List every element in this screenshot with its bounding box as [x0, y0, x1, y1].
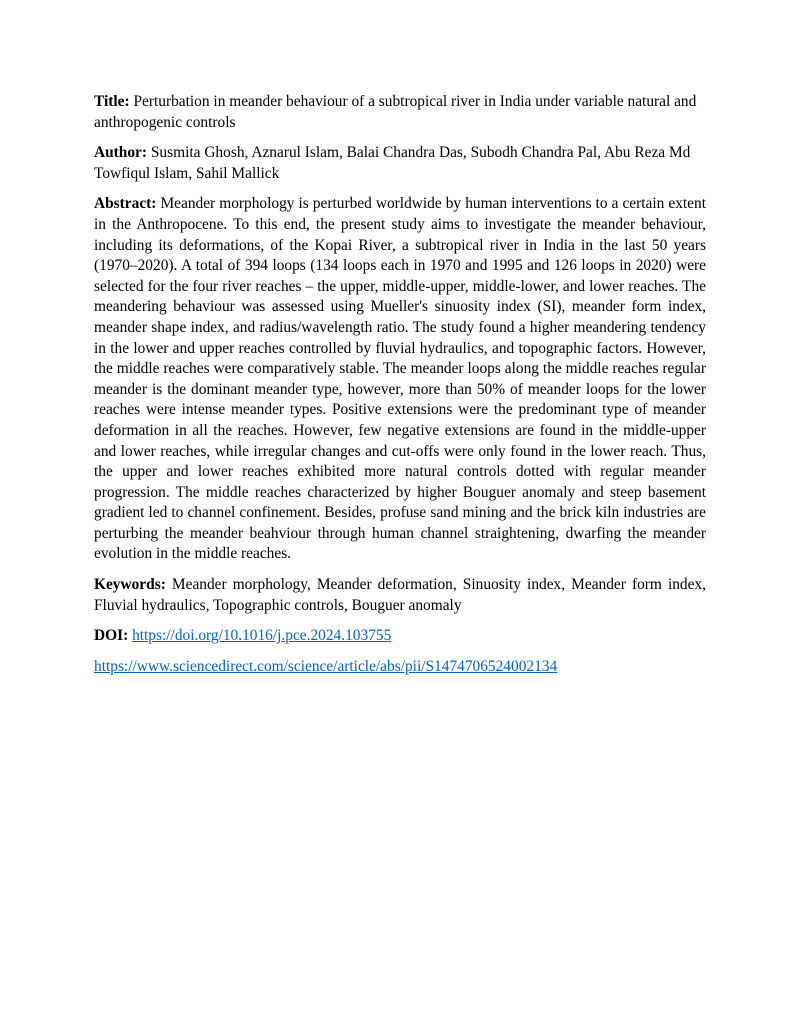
keywords-text: Meander morphology, Meander deformation, Sinuosity index, Meander form index, Fluvial hydraulics, Topographic controls, Bouguer anomaly [94, 576, 706, 614]
keywords-paragraph [94, 575, 706, 616]
abstract-label: Abstract: [94, 195, 157, 213]
article-link-paragraph [94, 657, 706, 678]
author-text: Susmita Ghosh, Aznarul Islam, Balai Chandra Das, Subodh Chandra Pal, Abu Reza Md Towfiqul Islam, Sahil Mallick [94, 144, 691, 182]
article-link[interactable]: https://www.sciencedirect.com/science/article/abs/pii/S1474706524002134 [94, 657, 558, 675]
title-text: Perturbation in meander behaviour of a subtropical river in India under variable natural and anthropogenic controls [94, 93, 697, 131]
doi-paragraph [94, 626, 706, 647]
document-page [94, 92, 706, 687]
title-paragraph [94, 92, 706, 133]
author-label: Author: [94, 144, 148, 162]
keywords-label: Keywords: [94, 576, 166, 594]
doi-link[interactable]: https://doi.org/10.1016/j.pce.2024.103755 [132, 627, 392, 645]
author-paragraph [94, 143, 706, 184]
abstract-paragraph [94, 194, 706, 565]
doi-label: DOI: [94, 627, 129, 645]
abstract-text: Meander morphology is perturbed worldwide by human interventions to a certain extent in the Anthropocene. To this end, the present study aims to investigate the meander behaviour, including its deformations, of the Kopai River, a subtropical river in India in the last 50 years (1970–2020). A total of 394 loops (134 loops each in 1970 and 1995 and 126 loops in 2020) were selected for the four river reaches – the upper, middle-upper, middle-lower, and lower reaches. The meandering behaviour was assessed using Mueller's sinuosity index (SI), meander form index, meander shape index, and radius/wavelength ratio. The study found a higher meandering tendency in the lower and upper reaches controlled by fluvial hydraulics, and topographic factors. However, the middle reaches were comparatively stable. The meander loops along the middle reaches regular meander is the dominant meander type, however, more than 50% of meander loops for the lower reaches were intense meander types. Positive extensions were the predominant type of meander deformation in all the reaches. However, few negative extensions are found in the middle-upper and lower reaches, while irregular changes and cut-offs were only found in the lower reach. Thus, the upper and lower reaches exhibited more natural controls dotted with regular meander progression. The middle reaches characterized by higher Bouguer anomaly and steep basement gradient led to channel confinement. Besides, profuse sand mining and the brick kiln industries are perturbing the meander beahviour through human channel straightening, dwarfing the meander evolution in the middle reaches. [94, 195, 706, 563]
title-label: Title: [94, 93, 130, 110]
